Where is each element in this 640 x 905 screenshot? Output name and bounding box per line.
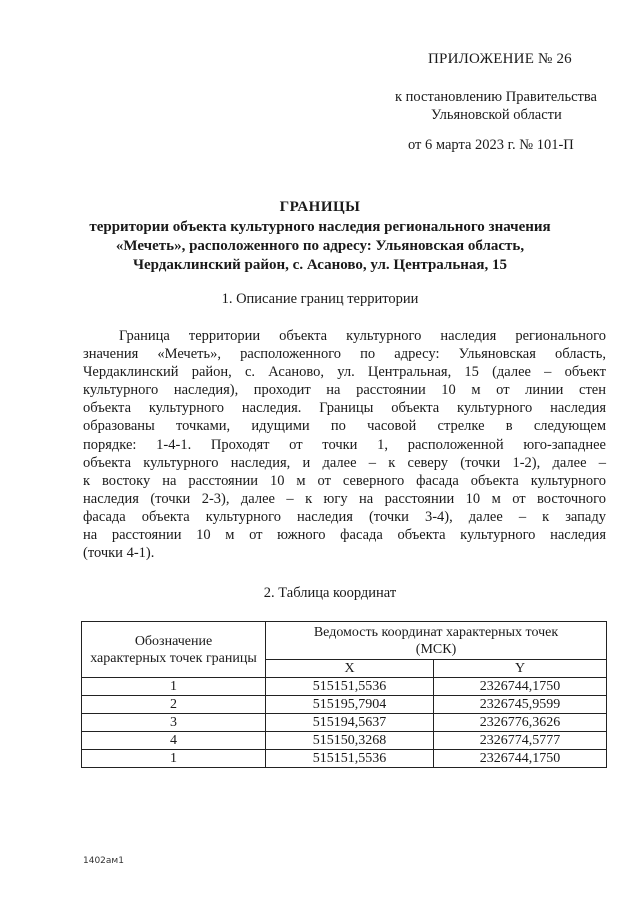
section-1-heading: 1. Описание границ территории bbox=[221, 291, 419, 307]
coordinates-table bbox=[81, 621, 607, 768]
section-2-heading: 2. Таблица координат bbox=[263, 585, 397, 601]
x-cell: 515194,5637 bbox=[266, 714, 434, 732]
y-cell: 2326744,1750 bbox=[434, 750, 607, 768]
y-column-header: Y bbox=[434, 660, 607, 678]
table-row bbox=[82, 732, 607, 750]
document-subtitle-line-3: Чердаклинский район, с. Асаново, ул. Центральная, 15 bbox=[132, 257, 508, 273]
x-column-header: X bbox=[266, 660, 434, 678]
y-cell: 2326745,9599 bbox=[434, 696, 607, 714]
paragraph-line: порядке: 1-4-1. Проходят от точки 1, расположенной юго-западнее bbox=[83, 436, 606, 453]
table-row bbox=[82, 696, 607, 714]
boundary-description bbox=[83, 327, 606, 562]
paragraph-line: образованы точками, идущими по часовой стрелке в следующем bbox=[83, 418, 606, 435]
document-title: ГРАНИЦЫ bbox=[279, 199, 361, 215]
footer-document-code: 1402ам1 bbox=[83, 856, 124, 866]
point-cell: 2 bbox=[82, 696, 266, 714]
x-cell: 515150,3268 bbox=[266, 732, 434, 750]
table-row bbox=[82, 750, 607, 768]
table-row bbox=[82, 714, 607, 732]
point-cell: 4 bbox=[82, 732, 266, 750]
point-designation-header-line-1: Обозначение bbox=[134, 633, 213, 649]
paragraph-line: на расстоянии 10 м от южного фасада объекта культурного наследия bbox=[83, 527, 606, 544]
coordinates-group-header-line-1: Ведомость координат характерных точек bbox=[313, 624, 559, 640]
point-cell: 1 bbox=[82, 678, 266, 696]
region-name: Ульяновской области bbox=[431, 107, 562, 123]
paragraph-line: Граница территории объекта культурного наследия регионального bbox=[119, 328, 606, 344]
x-cell: 515151,5536 bbox=[266, 750, 434, 768]
point-designation-header bbox=[82, 622, 266, 678]
paragraph-line: (точки 4-1). bbox=[83, 545, 155, 562]
document-subtitle-line-2: «Мечеть», расположенного по адресу: Ульяновская область, bbox=[115, 238, 525, 254]
paragraph-line: Чердаклинский район, с. Асаново, ул. Центральная, 15 (далее – объект bbox=[83, 364, 606, 381]
paragraph-line: объекта культурного наследия, и далее – к северу (точки 1-2), далее – bbox=[83, 454, 606, 471]
point-cell: 3 bbox=[82, 714, 266, 732]
coordinates-group-header bbox=[266, 622, 607, 660]
paragraph-line: к востоку на расстоянии 10 м от северного фасада объекта культурного bbox=[83, 472, 606, 489]
paragraph-line: объекта культурного наследия. Границы объекта культурного наследия bbox=[83, 400, 606, 417]
paragraph-line: значения «Мечеть», расположенного по адресу: Ульяновская область, bbox=[83, 346, 606, 363]
table-row bbox=[82, 678, 607, 696]
x-cell: 515195,7904 bbox=[266, 696, 434, 714]
paragraph-line: наследия (точки 2-3), далее – к югу на расстоянии 10 м от восточного bbox=[83, 490, 606, 507]
appendix-title: ПРИЛОЖЕНИЕ № 26 bbox=[428, 51, 572, 67]
document-subtitle-line-1: территории объекта культурного наследия регионального значения bbox=[89, 219, 551, 235]
y-cell: 2326774,5777 bbox=[434, 732, 607, 750]
x-cell: 515151,5536 bbox=[266, 678, 434, 696]
point-cell: 1 bbox=[82, 750, 266, 768]
paragraph-line: фасада объекта культурного наследия (точки 3-4), далее – к западу bbox=[83, 508, 606, 525]
resolution-date-number: от 6 марта 2023 г. № 101-П bbox=[408, 137, 574, 153]
point-designation-header-line-2: характерных точек границы bbox=[90, 650, 257, 666]
y-cell: 2326776,3626 bbox=[434, 714, 607, 732]
paragraph-line: культурного наследия), проходит на расстоянии 10 м от линии стен bbox=[83, 382, 606, 399]
resolution-reference: к постановлению Правительства bbox=[395, 89, 597, 105]
y-cell: 2326744,1750 bbox=[434, 678, 607, 696]
coordinates-group-header-line-2: (МСК) bbox=[415, 641, 457, 657]
